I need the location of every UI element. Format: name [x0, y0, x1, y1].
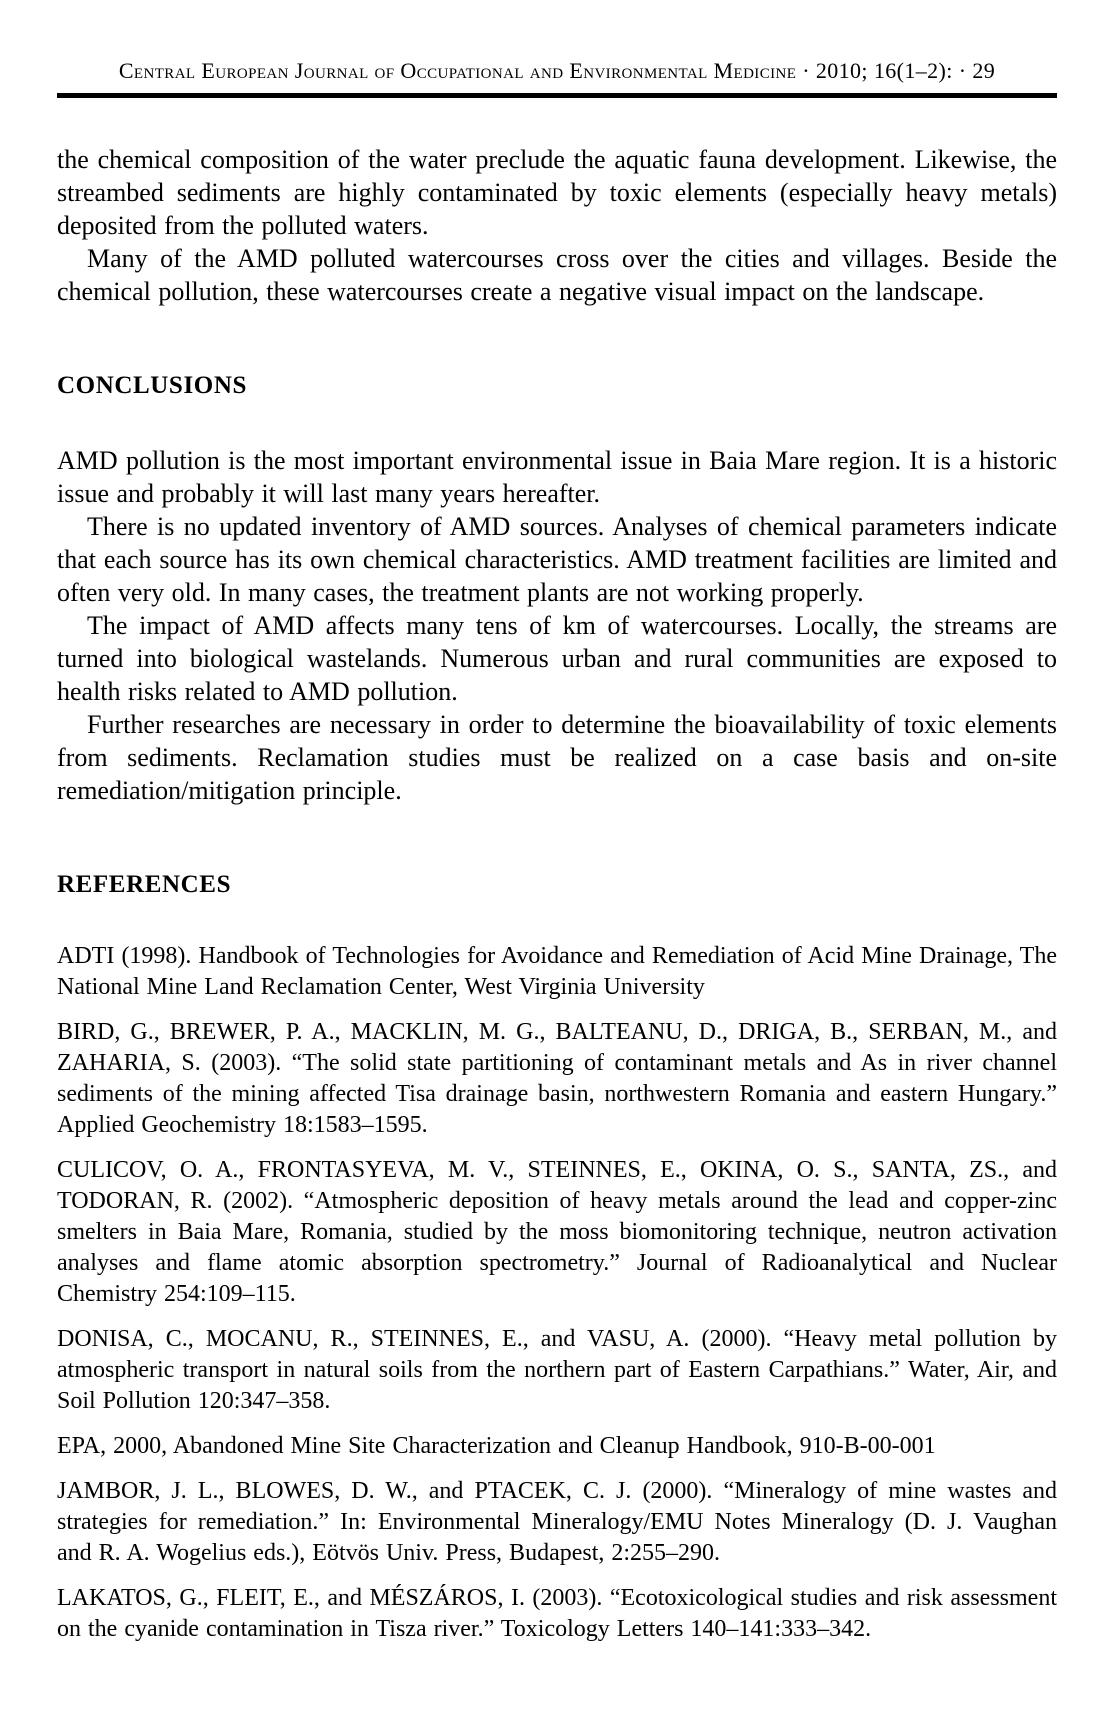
reference-entry: DONISA, C., MOCANU, R., STEINNES, E., and VASU, A. (2000). “Heavy metal pollution by atmospheric transport in natural soils from the northern part of Eastern Carpathians.” Water, Air, and Soil Pollution 120:347–358. [57, 1326, 1057, 1414]
conclusions-heading: CONCLUSIONS [57, 372, 247, 399]
reference-entry: BIRD, G., BREWER, P. A., MACKLIN, M. G., BALTEANU, D., DRIGA, B., SERBAN, M., and ZAHARIA, S. (2003). “The solid state partitioning of contaminant metals and As in river channel sediments of the mining affected Tisa drainage basin, northwestern Romania and eastern Hungary.” Applied Geochemistry 18:1583–1595. [57, 1019, 1057, 1138]
paragraph: the chemical composition of the water preclude the aquatic fauna development. Likewise, the streambed sediments are highly contaminated by toxic elements (especially heavy metals) deposited from the polluted waters. [57, 145, 1057, 240]
conclusions-section [57, 444, 1057, 807]
page-content [57, 0, 1057, 1659]
reference-entry: JAMBOR, J. L., BLOWES, D. W., and PTACEK, C. J. (2000). “Mineralogy of mine wastes and strategies for remediation.” In: Environmental Mineralogy/EMU Notes Mineralogy (D. J. Vaughan and R. A. Wogelius eds.), Eötvös Univ. Press, Budapest, 2:255–290. [57, 1478, 1057, 1566]
running-header: Central European Journal of Occupational and Environmental Medicine · 2010; 16(1–2): · 29 [118, 58, 996, 83]
paragraph: AMD pollution is the most important environmental issue in Baia Mare region. It is a historic issue and probably it will last many years hereafter. [57, 446, 1057, 508]
header-rule [57, 93, 1057, 98]
reference-entry: EPA, 2000, Abandoned Mine Site Characterization and Cleanup Handbook, 910-B-00-001 [57, 1433, 936, 1459]
paragraph: Many of the AMD polluted watercourses cross over the cities and villages. Beside the chemical pollution, these watercourses create a negative visual impact on the landscape. [57, 244, 1057, 306]
reference-entry: CULICOV, O. A., FRONTASYEVA, M. V., STEINNES, E., OKINA, O. S., SANTA, ZS., and TODORAN, R. (2002). “Atmospheric deposition of heavy metals around the lead and copper-zinc smelters in Baia Mare, Romania, studied by the moss biomonitoring technique, neutron activation analyses and flame atomic absorption spectrometry.” Journal of Radioanalytical and Nuclear Chemistry 254:109–115. [57, 1157, 1057, 1307]
references-section [57, 941, 1057, 1645]
paragraph: Further researches are necessary in order to determine the bioavailability of toxic elements from sediments. Reclamation studies must be realized on a case basis and on-site remediation/mitigation principle. [57, 710, 1057, 805]
references-heading: REFERENCES [57, 871, 232, 898]
reference-entry: LAKATOS, G., FLEIT, E., and MÉSZÁROS, I. (2003). “Ecotoxicological studies and risk assessment on the cyanide contamination in Tisza river.” Toxicology Letters 140–141:333–342. [57, 1585, 1057, 1642]
intro-section [57, 143, 1057, 308]
reference-entry: ADTI (1998). Handbook of Technologies for Avoidance and Remediation of Acid Mine Drainage, The National Mine Land Reclamation Center, West Virginia University [57, 943, 1057, 1000]
paragraph: There is no updated inventory of AMD sources. Analyses of chemical parameters indicate that each source has its own chemical characteristics. AMD treatment facilities are limited and often very old. In many cases, the treatment plants are not working properly. [57, 512, 1057, 607]
paragraph: The impact of AMD affects many tens of km of watercourses. Locally, the streams are turned into biological wastelands. Numerous urban and rural communities are exposed to health risks related to AMD pollution. [57, 611, 1057, 706]
